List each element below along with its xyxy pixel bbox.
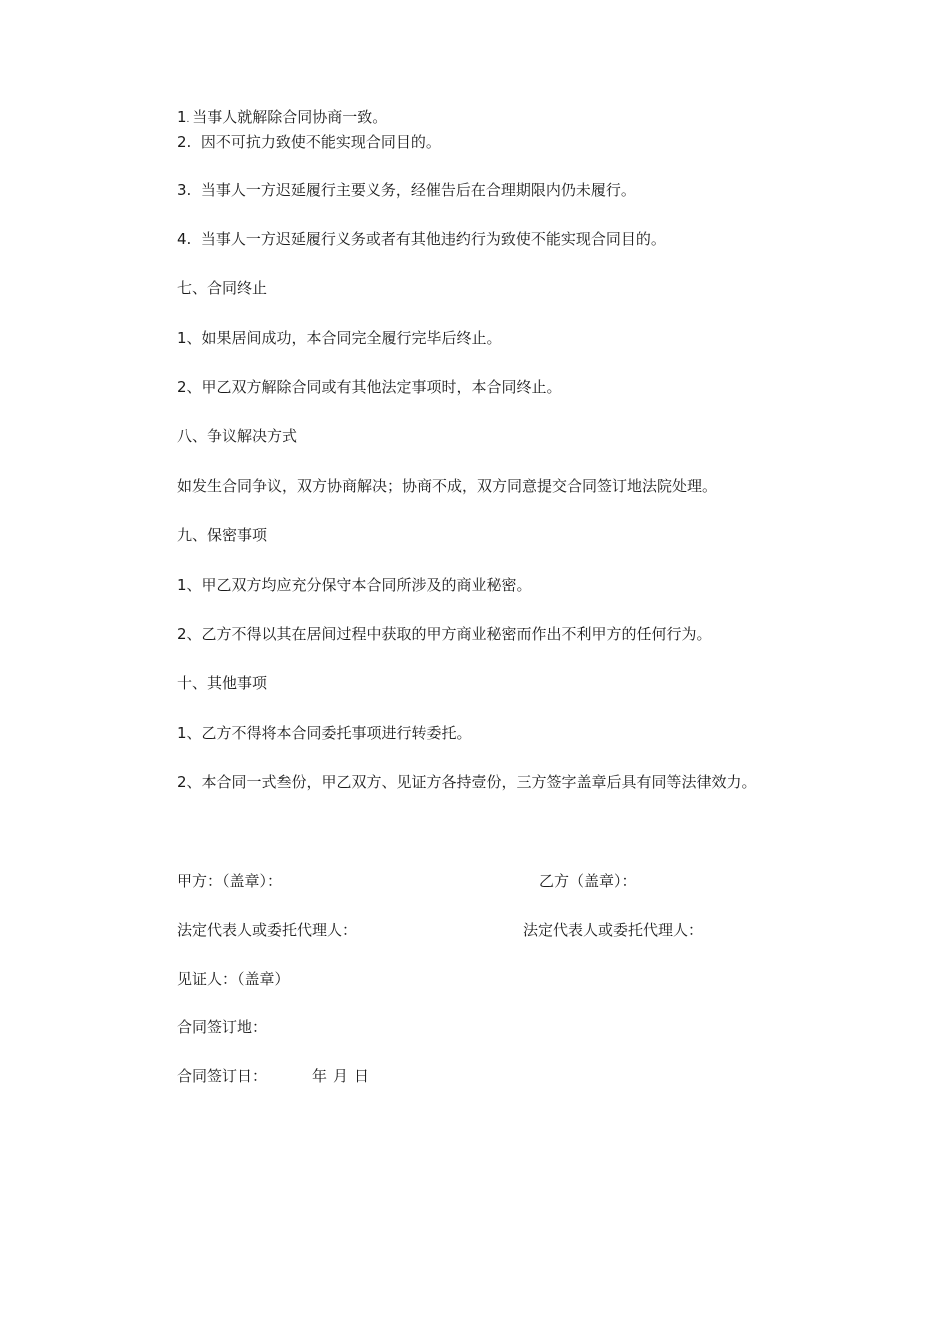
- clause-text: 当事人就解除合同协商一致。: [192, 108, 388, 126]
- clause-3: [177, 180, 636, 200]
- clause-separator: [191, 230, 201, 248]
- section8-body: 如发生合同争议，双方协商解决；协商不成，双方同意提交合同签订地法院处理。: [177, 477, 718, 495]
- section7-item-2: 2、甲乙双方解除合同或有其他法定事项时，本合同终止。: [177, 378, 562, 396]
- section10-heading: 十、其他事项: [177, 674, 268, 692]
- clause-separator: [191, 181, 201, 199]
- witness-seal: 见证人：（盖章）: [177, 970, 290, 988]
- signing-date-label: 合同签订日：: [177, 1067, 268, 1085]
- clause-4: [177, 229, 666, 249]
- clause-number: 3.: [177, 181, 192, 199]
- section7-item-1: 1、如果居间成功，本合同完全履行完毕后终止。: [177, 329, 502, 347]
- clause-text: 当事人一方迟延履行主要义务，经催告后在合理期限内仍未履行。: [200, 181, 636, 199]
- clause-number: 2.: [177, 133, 192, 151]
- party-a-seal: 甲方：（盖章）：: [177, 872, 283, 890]
- signing-date: [312, 1066, 375, 1086]
- section10-item-2: 2、本合同一式叁份，甲乙双方、见证方各持壹份，三方签字盖章后具有同等法律效力。: [177, 773, 757, 791]
- party-a-representative: 法定代表人或委托代理人：: [177, 921, 358, 939]
- section8-heading: 八、争议解决方式: [177, 427, 298, 445]
- signing-place: 合同签订地：: [177, 1018, 268, 1036]
- clause-2: [177, 132, 441, 152]
- clause-number: 4.: [177, 230, 192, 248]
- section10-item-1: 1、乙方不得将本合同委托事项进行转委托。: [177, 724, 472, 742]
- section9-heading: 九、保密事项: [177, 526, 268, 544]
- section7-heading: 七、合同终止: [177, 279, 268, 297]
- clause-text: 当事人一方迟延履行义务或者有其他违约行为致使不能实现合同目的。: [200, 230, 666, 248]
- clause-separator: .: [186, 115, 193, 125]
- section9-item-1: 1、甲乙双方均应充分保守本合同所涉及的商业秘密。: [177, 576, 532, 594]
- clause-text: 因不可抗力致使不能实现合同目的。: [200, 133, 441, 151]
- party-b-seal: 乙方（盖章）：: [539, 872, 637, 890]
- section9-item-2: 2、乙方不得以其在居间过程中获取的甲方商业秘密而作出不利甲方的任何行为。: [177, 625, 712, 643]
- date-month: 月: [333, 1067, 349, 1085]
- clause-number: 1: [177, 108, 187, 126]
- date-year: 年: [312, 1067, 328, 1085]
- clause-separator: [191, 133, 201, 151]
- date-day: 日: [354, 1067, 370, 1085]
- clause-1: [177, 107, 387, 127]
- party-b-representative: 法定代表人或委托代理人：: [523, 921, 704, 939]
